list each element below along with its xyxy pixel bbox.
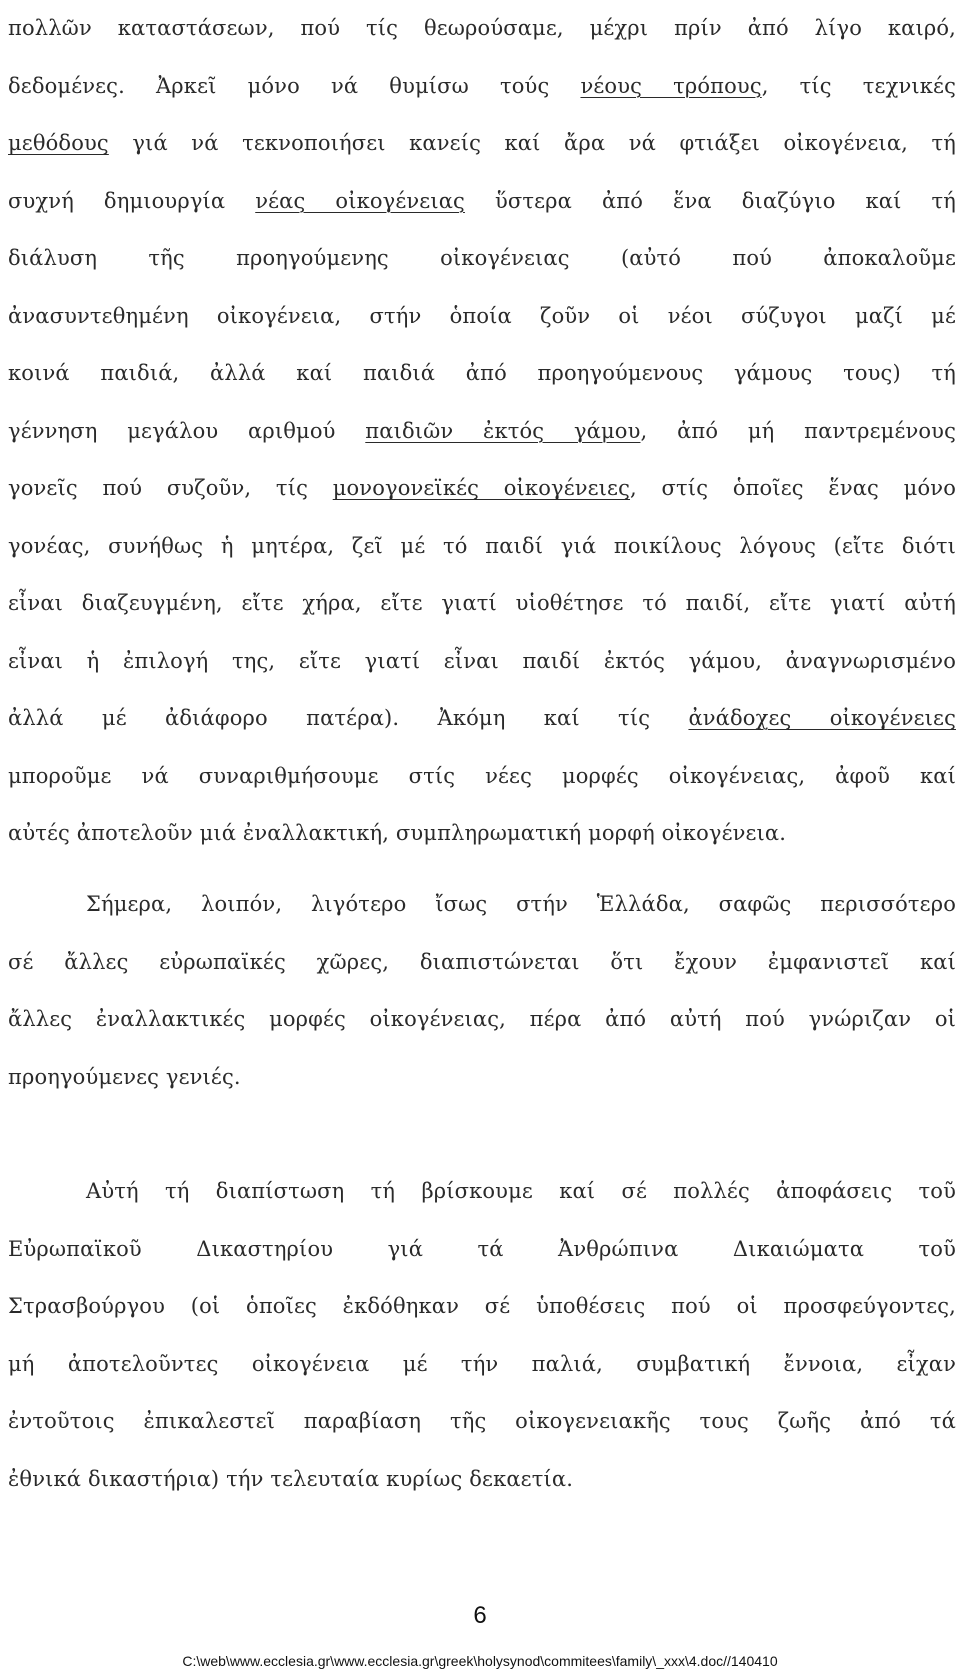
- text-line: [8, 1221, 956, 1279]
- text-line: [8, 1336, 956, 1394]
- text-line: [8, 403, 956, 461]
- text-run: , στίς ὁποῖες ἕνας μόνο: [630, 476, 956, 500]
- text-line: [8, 1451, 956, 1509]
- text-run: ἀλλά μέ ἀδιάφορο πατέρα). Ἀκόμη καί τίς: [8, 706, 689, 730]
- text-run: Στρασβούργου (οἱ ὁποῖες ἐκδόθηκαν σέ ὑποθέσεις πού οἱ προσφεύγοντες,: [8, 1294, 956, 1318]
- text-run: γέννηση μεγάλου αριθμού: [8, 418, 366, 443]
- footer-file-path: C:\web\www.ecclesia.gr\www.ecclesia.gr\greek\holysynod\commitees\family\_xxx\4.doc//140410: [182, 1653, 778, 1669]
- text-line: [8, 748, 956, 806]
- text-line: [8, 0, 956, 58]
- text-line: [8, 633, 956, 691]
- text-run: γονεῖς πού συζοῦν, τίς: [8, 476, 333, 500]
- text-run: Αὐτή τή διαπίστωση τή βρίσκουμε καί σέ πολλές ἀποφάσεις τοῦ: [86, 1179, 956, 1203]
- text-run: σέ ἄλλες εὐρωπαϊκές χῶρες, διαπιστώνεται ὅτι ἔχουν ἐμφανιστεῖ καί: [8, 949, 956, 974]
- text-line: [8, 876, 956, 934]
- paragraph-court-decisions: [8, 1163, 956, 1508]
- underlined-term: μεθόδους: [8, 131, 109, 155]
- text-line: [8, 518, 956, 576]
- text-line: [8, 1393, 956, 1451]
- underlined-term: νέους τρόπους: [580, 73, 762, 98]
- text-run: δεδομένες. Ἀρκεῖ μόνο νά θυμίσω τούς: [8, 73, 581, 98]
- text-run: ἀνασυντεθημένη οἰκογένεια, στήν ὁποία ζοῦν οἱ νέοι σύζυγοι μαζί μέ: [8, 303, 956, 328]
- text-run: αὐτές ἀποτελοῦν μιά ἐναλλακτική, συμπληρωματική μορφή οἰκογένεια.: [8, 821, 787, 845]
- text-run: μή ἀποτελοῦντες οἰκογένεια μέ τήν παλιά, συμβατική ἔννοια, εἶχαν: [8, 1351, 956, 1376]
- text-run: γιά νά τεκνοποιήσει κανείς καί ἄρα νά φτιάξει οἰκογένεια, τή: [108, 131, 956, 155]
- text-run: Σήμερα, λοιπόν, λιγότερο ἴσως στήν Ἑλλάδα, σαφῶς περισσότερο: [86, 892, 956, 916]
- underlined-term: μονογονεϊκές οἰκογένειες: [332, 476, 631, 500]
- text-line: [8, 805, 956, 863]
- text-run: κοινά παιδιά, ἀλλά καί παιδιά ἀπό προηγούμενους γάμους τους) τή: [8, 361, 956, 385]
- text-line: [8, 690, 956, 748]
- underlined-term: ἀνάδοχες οἰκογένειες: [688, 706, 956, 730]
- text-line: [8, 230, 956, 288]
- text-line: [8, 115, 956, 173]
- text-line: [8, 1278, 956, 1336]
- text-run: μποροῦμε νά συναριθμήσουμε στίς νέες μορφές οἰκογένειας, ἀφοῦ καί: [8, 763, 956, 788]
- text-run: ἐθνικά δικαστήρια) τήν τελευταία κυρίως δεκαετία.: [8, 1466, 574, 1491]
- text-run: εἶναι διαζευγμένη, εἴτε χήρα, εἴτε γιατί υἱοθέτησε τό παιδί, εἴτε γιατί αὐτή: [8, 591, 956, 615]
- text-run: ὕστερα ἀπό ἕνα διαζύγιο καί τή: [464, 188, 957, 213]
- underlined-term: παιδιῶν ἐκτός γάμου: [365, 418, 641, 443]
- text-line: [8, 1163, 956, 1221]
- text-run: εἶναι ἡ ἐπιλογή της, εἴτε γιατί εἶναι παιδί ἐκτός γάμου, ἀναγνωρισμένο: [8, 648, 956, 673]
- text-run: συχνή δημιουργία: [8, 188, 256, 213]
- text-run: ἐντοῦτοις ἐπικαλεστεῖ παραβίαση τῆς οἰκογενειακῆς τους ζωῆς ἀπό τά: [8, 1409, 956, 1433]
- text-line: [8, 991, 956, 1049]
- text-line: [8, 575, 956, 633]
- page-number: 6: [473, 1602, 487, 1629]
- text-run: , τίς τεχνικές: [761, 73, 956, 98]
- text-line: [8, 1049, 956, 1107]
- text-line: [8, 173, 956, 231]
- text-line: [8, 345, 956, 403]
- text-line: [8, 288, 956, 346]
- text-line: [8, 934, 956, 992]
- underlined-term: νέας οἰκογένειας: [255, 188, 465, 213]
- text-run: γονέας, συνήθως ἡ μητέρα, ζεῖ μέ τό παιδί γιά ποικίλους λόγους (εἴτε διότι: [8, 533, 956, 558]
- text-run: ἄλλες ἐναλλακτικές μορφές οἰκογένειας, πέρα ἀπό αὐτή πού γνώριζαν οἱ: [8, 1007, 956, 1031]
- paragraph-new-family-forms: [8, 0, 956, 863]
- text-run: πολλῶν καταστάσεων, πού τίς θεωρούσαμε, μέχρι πρίν ἀπό λίγο καιρό,: [8, 16, 956, 40]
- text-line: [8, 58, 956, 116]
- text-line: [8, 460, 956, 518]
- text-run: διάλυση τῆς προηγούμενης οἰκογένειας (αὐτό πού ἀποκαλοῦμε: [8, 246, 956, 270]
- paragraph-other-forms: [8, 876, 956, 1106]
- text-run: προηγούμενες γενιές.: [8, 1064, 241, 1089]
- text-run: , ἀπό μή παντρεμένους: [640, 418, 957, 443]
- text-run: Εὐρωπαϊκοῦ Δικαστηρίου γιά τά Ἀνθρώπινα Δικαιώματα τοῦ: [8, 1236, 956, 1261]
